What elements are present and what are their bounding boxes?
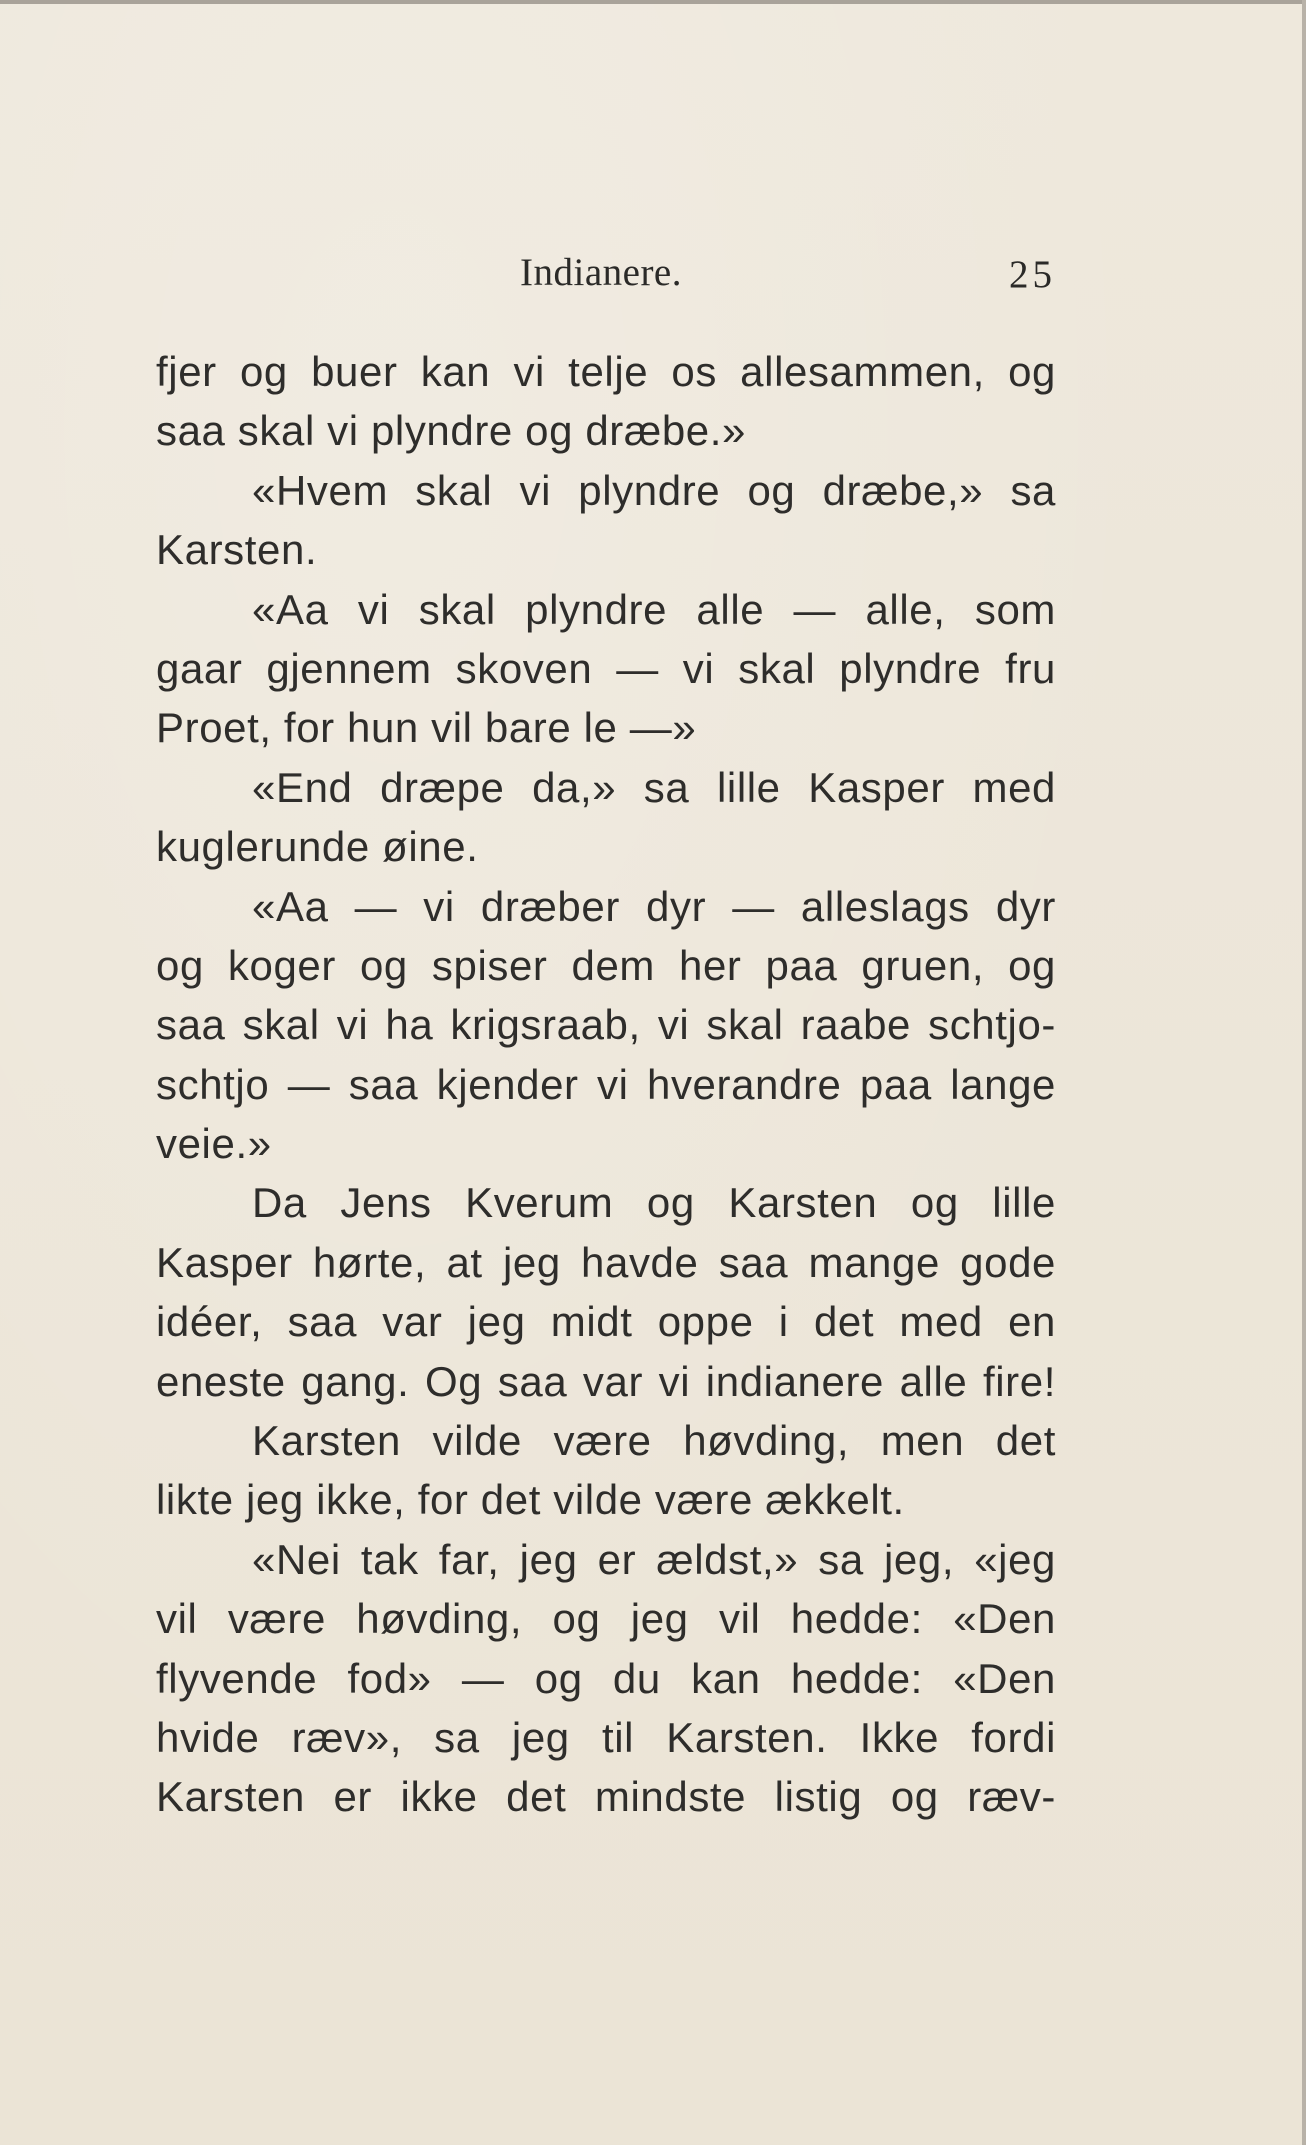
text-line: Karsten. <box>156 526 318 574</box>
text-line: saa skal vi plyndre og dræbe.» <box>156 407 746 455</box>
text-line: idéer, saa var jeg midt oppe i det med en <box>156 1298 1056 1346</box>
text-line: Kasper hørte, at jeg havde saa mange gode <box>156 1238 1056 1286</box>
text-line: kuglerunde øine. <box>156 823 479 871</box>
text-line: vil være høvding, og jeg vil hedde: «Den <box>156 1595 1056 1643</box>
text-line: fjer og buer kan vi telje os allesammen, og <box>156 348 1056 395</box>
page-header <box>156 250 1056 310</box>
text-line: veie.» <box>156 1120 272 1168</box>
text-line: likte jeg ikke, for det vilde være ækkelt. <box>156 1476 905 1524</box>
text-line: «Aa vi skal plyndre alle — alle, som <box>252 585 1056 633</box>
text-line: hvide ræv», sa jeg til Karsten. Ikke fordi <box>156 1713 1056 1761</box>
text-line: «End dræpe da,» sa lille Kasper med <box>252 763 1056 811</box>
body-text <box>156 342 1056 1827</box>
text-line: flyvende fod» — og du kan hedde: «Den <box>156 1654 1056 1702</box>
text-line: «Nei tak far, jeg er ældst,» sa jeg, «jeg <box>252 1535 1056 1583</box>
text-line: saa skal vi ha krigsraab, vi skal raabe schtjo- <box>156 1001 1056 1049</box>
text-line: gaar gjennem skoven — vi skal plyndre fru <box>156 644 1056 692</box>
text-line: «Hvem skal vi plyndre og dræbe,» sa <box>252 466 1056 514</box>
text-line: Proet, for hun vil bare le —» <box>156 704 697 752</box>
text-line: eneste gang. Og saa var vi indianere alle fire! <box>156 1357 1056 1405</box>
text-line: Karsten vilde være høvding, men det <box>252 1417 1056 1465</box>
text-line: schtjo — saa kjender vi hverandre paa lange <box>156 1060 1056 1108</box>
text-line: «Aa — vi dræber dyr — alleslags dyr <box>252 882 1056 930</box>
text-line: og koger og spiser dem her paa gruen, og <box>156 941 1056 989</box>
text-line: Da Jens Kverum og Karsten og lille <box>252 1179 1056 1227</box>
text-line: Karsten er ikke det mindste listig og ræv- <box>156 1773 1056 1821</box>
running-head: Indianere. <box>520 251 682 294</box>
page-number: 25 <box>1009 253 1056 296</box>
